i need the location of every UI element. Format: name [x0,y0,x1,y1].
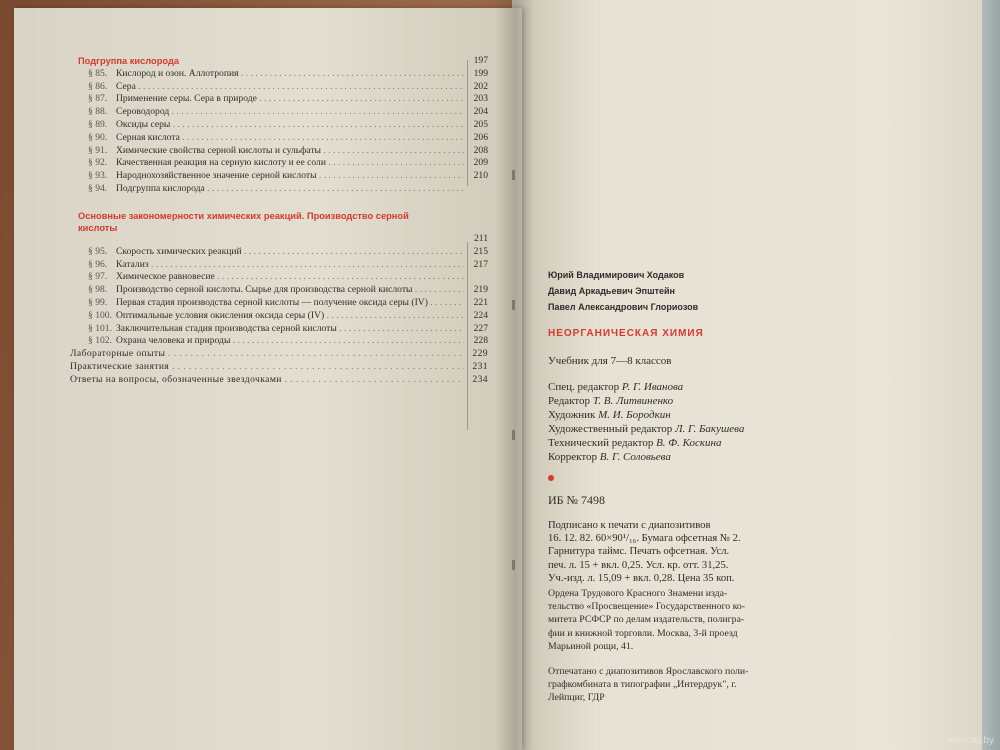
publisher-info [548,587,908,653]
toc-tail-items [70,346,488,384]
credit-role: Технический редактор [548,437,654,449]
credit-line [548,423,908,437]
entry-title: Практические занятия . . . [70,361,464,372]
print-info [548,519,908,585]
toc-entry [78,270,488,283]
entry-page: 204 [473,106,488,118]
entry-title: Производство серной кислоты. Сырье для производства серной кислоты . . . [116,284,464,295]
toc-entry [78,156,488,169]
paragraph-number: § 96. [88,258,108,270]
toc-entry [78,79,488,92]
text-line: фии и книжной торговли. Москва, 3-й проезд [548,627,738,639]
paragraph-number: § 98. [88,284,108,296]
toc-section-items [78,244,488,346]
paragraph-number: § 92. [88,157,108,169]
paragraph-number: § 100. [88,309,112,321]
credit-name: Т. В. Литвиненко [592,395,674,407]
entry-title: Первая стадия производства серной кислоты — получение оксида серы (IV) . . . [116,297,464,308]
text-line: 16. 12. 82. 60×90¹/₁₆. Бумага офсетная № 2. [548,533,741,545]
red-bullet [548,475,554,481]
paragraph-number: § 94. [88,182,108,194]
entry-title: Применение серы. Сера в природе . . . [116,93,464,104]
toc-entry [78,92,488,105]
toc-entry [78,244,488,257]
paragraph-number: § 90. [88,131,108,143]
credit-line [548,381,908,395]
entry-page: 202 [473,80,488,92]
credit-name: В. Г. Соловьева [599,451,671,463]
credit-line [548,451,908,465]
credit-name: В. Ф. Коскина [656,437,722,449]
printer-info [548,665,908,705]
author-name: Павел Александрович Глориозов [548,302,699,312]
toc-divider [467,242,468,430]
toc-entry [78,257,488,270]
entry-page: 205 [473,118,488,130]
toc-entry [78,308,488,321]
text-line: тельство «Просвещение» Государственного ко- [548,601,746,613]
section-title: Основные закономерности химических реакций. Производство серной кислоты [78,210,409,233]
entry-title: Охрана человека и природы . . . [116,335,464,346]
section-title: Подгруппа кислорода [78,56,180,66]
entry-title: Оксиды серы . . . [116,119,464,130]
paragraph-number: § 87. [88,93,108,105]
book-title: НЕОРГАНИЧЕСКАЯ ХИМИЯ [548,328,704,339]
toc-entry [78,295,488,308]
entry-page: 234 [472,373,488,385]
watermark: www.ay.by [946,735,994,746]
toc-entry [78,130,488,143]
entry-page: 215 [473,245,488,257]
entry-title: Кислород и озон. Аллотропия . . . [116,68,464,79]
entry-page: 208 [473,144,488,156]
entry-title: Ответы на вопросы, обозначенные звездочками . . . [70,374,464,385]
toc-entry [78,181,488,194]
paragraph-number: § 86. [88,80,108,92]
credit-line [548,395,908,409]
binding-stitch [512,430,515,440]
table-of-contents [70,52,488,385]
credit-role: Художественный редактор [548,423,673,435]
book-subtitle: Учебник для 7—8 классов [548,355,672,367]
credit-name: М. И. Бородкин [598,409,671,421]
credits-list [548,381,908,465]
toc-entry [78,104,488,117]
text-line: графкомбината в типографии „Интердрук", г. [548,679,737,691]
entry-title: Химическое равновесие . . . [116,271,464,282]
credit-role: Художник [548,409,596,421]
credit-name: Р. Г. Иванова [621,381,684,393]
toc-entry [78,117,488,130]
entry-title: Скорость химических реакций . . . [116,246,464,257]
text-line: Марьиной рощи, 41. [548,640,634,652]
entry-page: 231 [472,360,488,372]
paragraph-number: § 91. [88,144,108,156]
entry-title: Оптимальные условия окисления оксида серы (IV) . . . [116,310,464,321]
toc-divider [467,60,468,186]
entry-page: 210 [473,170,488,182]
paragraph-number: § 95. [88,245,108,257]
entry-page: 228 [473,335,488,347]
author-name: Давид Аркадьевич Эпштейн [548,286,675,296]
entry-title: Лабораторные опыты . . . [70,348,464,359]
binding-stitch [512,560,515,570]
entry-title: Качественная реакция на серную кислоту и ее соли . . . [116,157,464,168]
binding-stitch [512,170,515,180]
text-line: Подписано к печати с диапозитивов [548,520,711,531]
entry-page: 217 [473,258,488,270]
binding-stitch [512,300,515,310]
credit-line [548,409,908,423]
entry-page: 203 [473,93,488,105]
paragraph-number: § 101. [88,322,112,334]
entry-title: Заключительная стадия производства серной кислоты . . . [116,323,464,334]
entry-page: 209 [473,157,488,169]
entry-page: 229 [472,348,488,360]
paragraph-number: § 85. [88,67,108,79]
entry-page: 221 [473,296,488,308]
text-line: Лейпциг, ГДР [548,692,605,704]
entry-title: Народнохозяйственное значение серной кислоты . . . [116,170,464,181]
text-line: митета РСФСР по делам издательств, полигра- [548,614,745,626]
text-line: печ. л. 15 + вкл. 0,25. Усл. кр. отт. 31,25. [548,559,729,571]
toc-entry [78,66,488,79]
ib-number: ИБ № 7498 [548,493,606,507]
credit-role: Редактор [548,395,591,407]
entry-title: Катализ . . . [116,259,464,270]
toc-entry [70,372,488,385]
paragraph-number: § 99. [88,296,108,308]
toc-entry [78,334,488,347]
entry-page: 227 [473,322,488,334]
paragraph-number: § 89. [88,118,108,130]
paragraph-number: § 93. [88,170,108,182]
credit-role: Корректор [548,451,598,463]
paragraph-number: § 97. [88,271,108,283]
toc-entry [78,143,488,156]
entry-title: Сера . . . [116,81,464,92]
entry-page: 206 [473,131,488,143]
imprint-page [548,270,908,705]
section-page: 211 [473,232,488,244]
text-line: Ордена Трудового Красного Знамени изда- [548,588,728,600]
toc-section-header [78,234,488,244]
entry-title: Серная кислота . . . [116,132,464,143]
section-page: 197 [473,55,488,66]
toc-entry [70,346,488,359]
book-spine [495,0,535,750]
paragraph-number: § 102. [88,335,112,347]
entry-page: 199 [473,67,488,79]
toc-entry [70,359,488,372]
toc-entry [78,282,488,295]
entry-title: Сероводород . . . [116,106,464,117]
author-name: Юрий Владимирович Ходаков [548,270,685,280]
toc-entry [78,321,488,334]
text-line: Отпечатано с диапозитивов Ярославского поли- [548,666,749,678]
toc-section-items [78,66,488,194]
toc-entry [78,168,488,181]
toc-section-header [78,52,488,66]
credit-name: Л. Г. Бакушева [675,423,745,435]
text-line: Уч.-изд. л. 15,09 + вкл. 0,28. Цена 35 коп. [548,572,735,584]
entry-title: Химические свойства серной кислоты и сульфаты . . . [116,145,464,156]
entry-page: 224 [473,309,488,321]
credit-line [548,437,908,451]
text-line: Гарнитура таймс. Печать офсетная. Усл. [548,546,730,558]
entry-title: Подгруппа кислорода . . . [116,183,464,194]
credit-role: Спец. редактор [548,381,620,393]
paragraph-number: § 88. [88,106,108,118]
entry-page: 219 [473,284,488,296]
